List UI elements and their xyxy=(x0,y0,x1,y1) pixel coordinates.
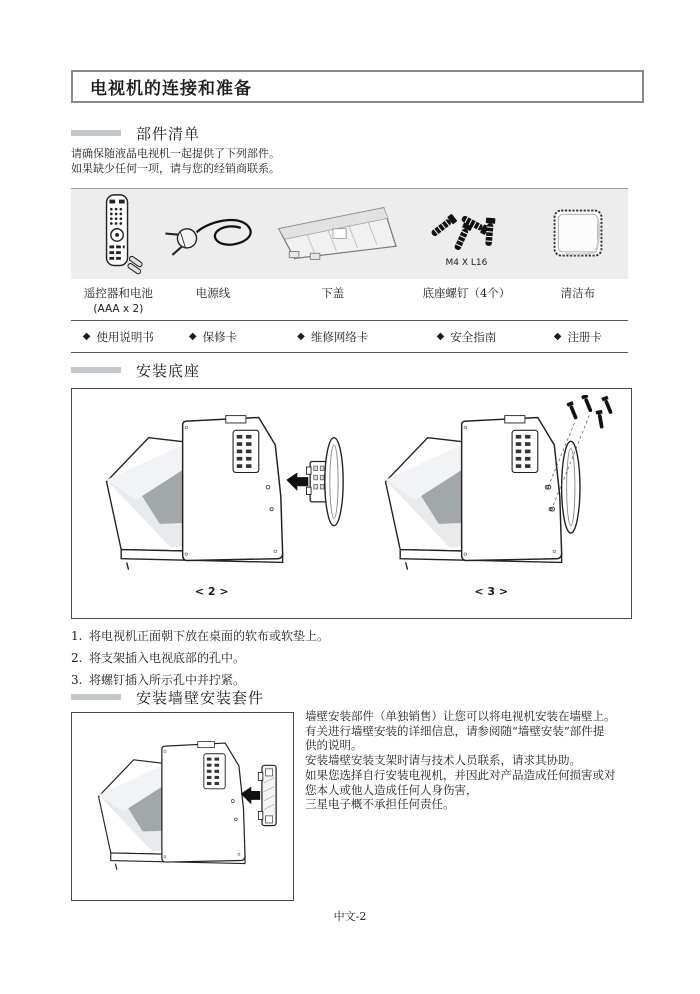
parts-intro-line1: 请确保随液晶电视机一起提供了下列部件。 xyxy=(71,147,280,160)
doc-label: 安全指南 xyxy=(450,330,497,344)
diamond-icon: ◆ xyxy=(553,331,562,342)
cleaning-cloth-icon xyxy=(528,204,628,264)
figure-label-2: < 2 > xyxy=(194,585,229,598)
bottom-cover-icon xyxy=(260,201,405,267)
page-title: 电视机的连接和准备 xyxy=(90,79,252,99)
parts-docs-row xyxy=(71,320,628,353)
part-label: 清洁布 xyxy=(560,286,596,300)
screw-size-label: M4 X L16 xyxy=(445,257,488,268)
section-heading-wall xyxy=(71,689,264,705)
step-text: 将电视机正面朝下放在桌面的软布或软垫上。 xyxy=(89,629,330,643)
tv-wall-mount-figure xyxy=(81,721,285,893)
doc-item xyxy=(528,329,628,345)
wall-line: 墙壁安装部件（单独销售）让您可以将电视机安装在墙壁上。 xyxy=(305,709,616,723)
step-text: 将螺钉插入所示孔中并拧紧。 xyxy=(89,673,246,687)
tv-stand-screw-figure xyxy=(358,395,624,583)
doc-label: 注册卡 xyxy=(567,330,602,344)
wall-line: 三星电子概不承担任何责任。 xyxy=(305,797,455,812)
wall-line: 有关进行墙壁安装的详细信息，请参阅随“墙壁安装”部件提 xyxy=(305,723,605,738)
section-marker-icon xyxy=(71,130,121,136)
part-label-cell xyxy=(405,285,528,315)
diamond-icon: ◆ xyxy=(297,331,305,342)
section-marker-icon xyxy=(71,694,121,700)
part-label-cell xyxy=(260,285,405,315)
doc-item xyxy=(405,329,528,345)
section-marker-icon xyxy=(71,367,121,373)
doc-item xyxy=(71,329,166,345)
stand-steps xyxy=(71,625,329,691)
diamond-icon: ◆ xyxy=(188,331,197,342)
step-number: 1. xyxy=(71,629,83,643)
section-heading-parts xyxy=(71,125,200,141)
stand-figure-3 xyxy=(352,389,632,618)
doc-label: 保修卡 xyxy=(202,330,238,344)
section-title: 部件清单 xyxy=(136,124,201,143)
wall-line: 安装墙壁安装支架时请与技术人员联系，请求其协助。 xyxy=(305,753,581,768)
step-item xyxy=(71,647,329,669)
section-title: 安装底座 xyxy=(136,361,201,380)
part-label-cell xyxy=(528,285,628,315)
part-label: 底座螺钉（4个） xyxy=(422,286,511,300)
doc-item xyxy=(166,329,261,345)
section-title: 安装墙壁安装套件 xyxy=(136,688,265,707)
stand-figure-box xyxy=(71,388,632,619)
parts-intro xyxy=(71,146,280,176)
wall-line: 如果您选择自行安装电视机，并因此对产品造成任何损害或对 xyxy=(305,767,616,782)
part-label: 遥控器和电池 xyxy=(83,286,153,300)
stand-figure-2 xyxy=(72,389,352,618)
wall-line: 您本人或他人造成任何人身伤害， xyxy=(305,782,478,797)
wall-line: 供的说明。 xyxy=(305,738,363,753)
part-sublabel: (AAA x 2) xyxy=(93,303,144,315)
diamond-icon: ◆ xyxy=(82,331,91,342)
tv-stand-insert-figure xyxy=(79,395,345,583)
diamond-icon: ◆ xyxy=(436,331,445,342)
step-text: 将支架插入电视底部的孔中。 xyxy=(89,651,246,665)
page-title-box xyxy=(71,70,644,103)
doc-label: 使用说明书 xyxy=(96,330,154,344)
figure-label-3: < 3 > xyxy=(474,585,509,598)
wall-paragraph xyxy=(305,709,643,812)
page-number: 中文-2 xyxy=(333,910,367,923)
part-label-cell xyxy=(71,285,166,315)
parts-label-row xyxy=(71,279,628,320)
part-label: 电源线 xyxy=(195,286,231,300)
parts-image-row xyxy=(71,188,628,279)
step-number: 3. xyxy=(71,673,83,687)
part-label: 下盖 xyxy=(321,286,345,300)
stand-screws-icon xyxy=(405,201,528,268)
doc-label: 维修网络卡 xyxy=(310,330,369,344)
remote-control-icon xyxy=(71,192,166,276)
power-cord-icon xyxy=(166,203,261,265)
step-item xyxy=(71,625,329,647)
section-heading-stand xyxy=(71,362,200,378)
parts-intro-line2: 如果缺少任何一项，请与您的经销商联系。 xyxy=(71,162,280,175)
part-label-cell xyxy=(166,285,261,315)
parts-table xyxy=(71,188,628,353)
wall-figure-box xyxy=(71,712,294,901)
doc-item xyxy=(260,329,405,345)
step-number: 2. xyxy=(71,651,83,665)
